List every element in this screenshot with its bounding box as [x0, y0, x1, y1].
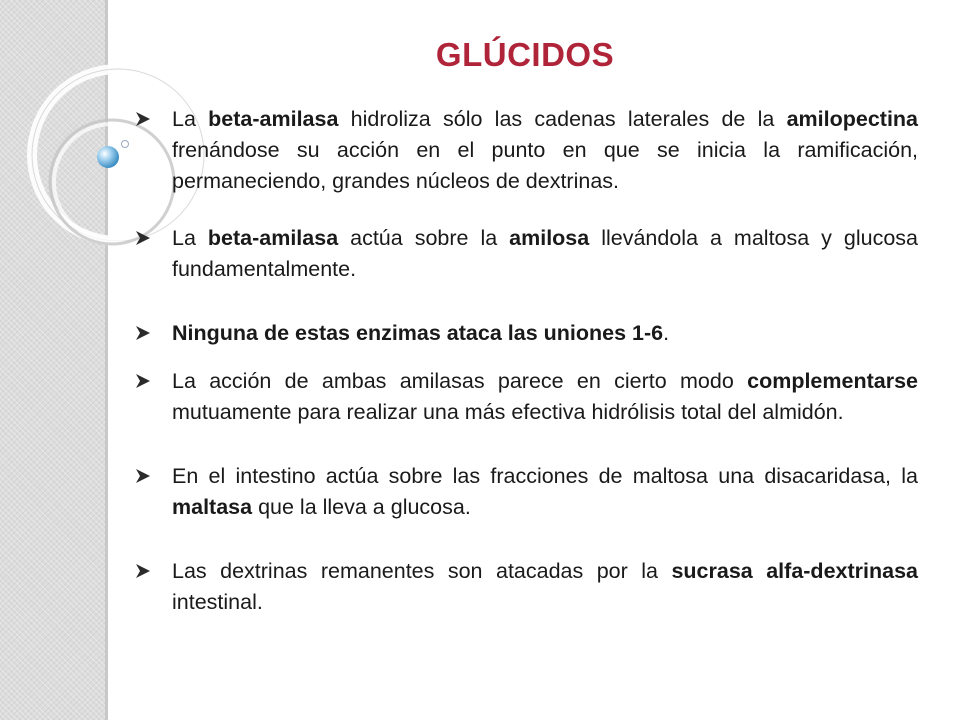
arrow-bullet-icon [135, 468, 151, 484]
bullet-text [172, 321, 669, 345]
bullet-text [172, 369, 918, 424]
bullet-item [135, 318, 918, 349]
bullet-plain-text: actúa sobre la [338, 226, 510, 250]
bullet-plain-text: La [172, 107, 209, 131]
bullet-bold-text: beta-amilasa [207, 226, 339, 250]
bullet-text [172, 559, 918, 614]
bullet-plain-text: llevándola a maltosa y glucosa fundamentalmente. [172, 226, 918, 281]
slide-title: GLÚCIDOS [435, 36, 615, 73]
arrow-bullet-icon [135, 373, 151, 389]
blue-orb-icon [97, 146, 119, 168]
bullet-plain-text: frenándose su acción en el punto en que se inicia la ramificación, permaneciendo, grandes núcleos de dextrinas. [172, 138, 918, 193]
bullet-bold-text: Ninguna de estas enzimas ataca las uniones 1-6 [172, 321, 664, 345]
bullet-item [135, 556, 918, 618]
bullet-item [135, 461, 918, 523]
bullet-bold-text: maltasa [172, 495, 253, 519]
bullet-plain-text: mutuamente para realizar una más efectiva hidrólisis total del almidón. [172, 400, 844, 424]
bullet-bold-text: amilopectina [786, 107, 919, 131]
bullet-plain-text: hidroliza sólo las cadenas laterales de la [338, 107, 787, 131]
bullet-bold-text: beta-amilasa [208, 107, 339, 131]
bullet-bold-text: sucrasa alfa-dextrinasa [671, 559, 918, 583]
bullet-plain-text: La acción de ambas amilasas parece en cierto modo [172, 369, 748, 393]
arrow-bullet-icon [135, 325, 151, 341]
arrow-bullet-icon [135, 111, 151, 127]
bullet-text [172, 107, 918, 193]
bullet-plain-text: . [663, 321, 670, 345]
bullet-plain-text: intestinal. [172, 590, 263, 614]
arrow-bullet-icon [135, 563, 151, 579]
bullet-plain-text: La [172, 226, 208, 250]
bullet-item [135, 104, 918, 197]
bullet-text [172, 226, 918, 281]
bullet-bold-text: complementarse [747, 369, 918, 393]
bullet-plain-text: que la lleva a glucosa. [252, 495, 471, 519]
bullet-item [135, 223, 918, 285]
bullet-plain-text: En el intestino actúa sobre las fracciones de maltosa una disacaridasa, la [172, 464, 918, 488]
bullet-item [135, 366, 918, 428]
bullet-plain-text: Las dextrinas remanentes son atacadas por la [172, 559, 672, 583]
bullet-text [172, 464, 918, 519]
bullet-bold-text: amilosa [509, 226, 590, 250]
bullet-list [135, 104, 918, 618]
arrow-bullet-icon [135, 230, 151, 246]
